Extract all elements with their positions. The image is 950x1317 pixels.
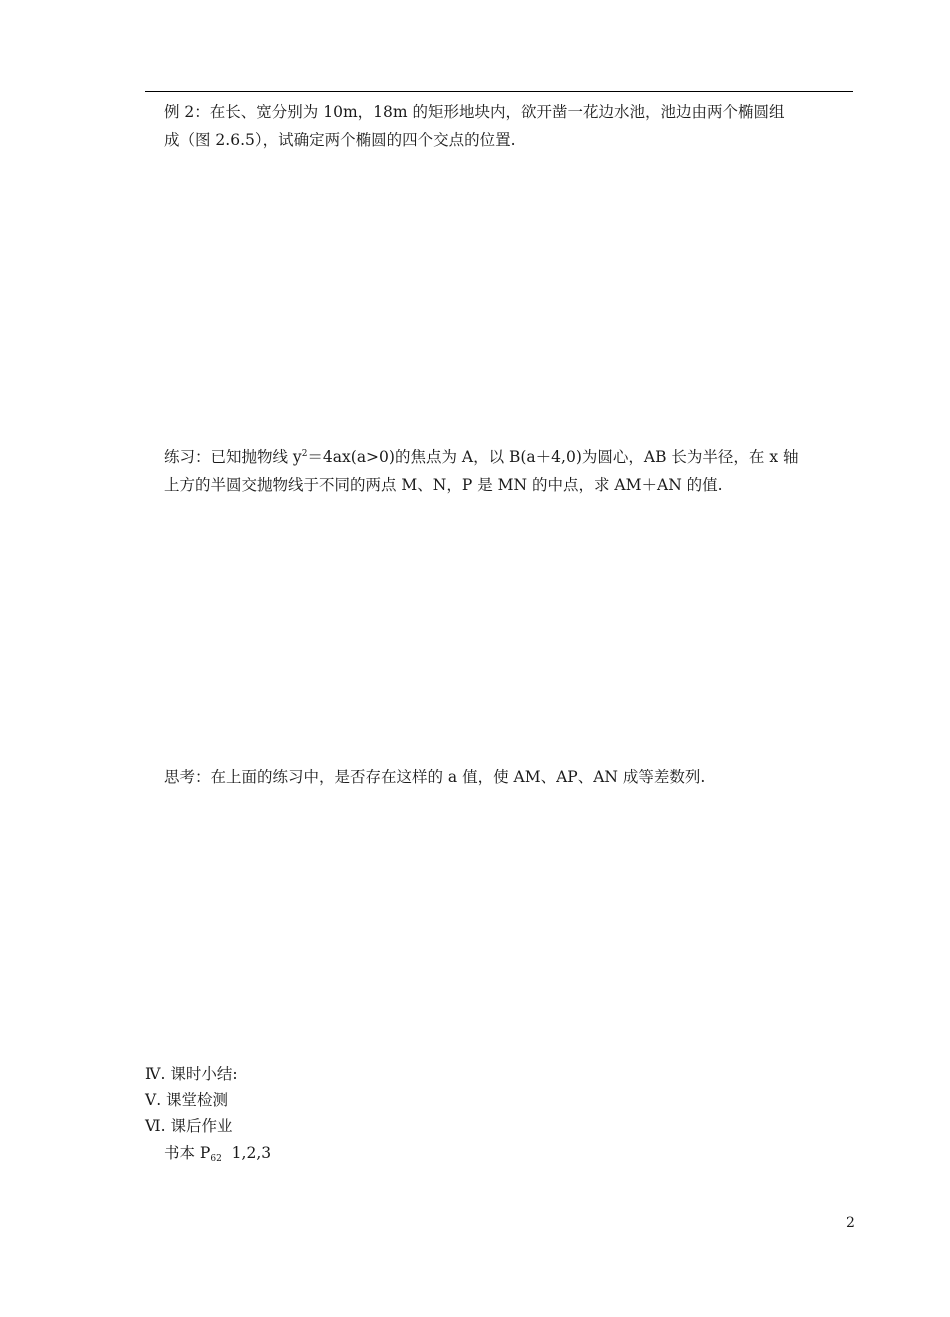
homework-problems: 1,2,3 <box>221 1144 272 1162</box>
thinking-line: 思考：在上面的练习中，是否存在这样的 a 值，使 AM、AP、AN 成等差数列. <box>164 768 706 786</box>
exercise-paragraph <box>164 443 854 499</box>
example-2-line-2: 成（图 2.6.5），试确定两个椭圆的四个交点的位置. <box>164 131 516 149</box>
exponent-superscript: 2 <box>301 449 308 459</box>
header-rule <box>145 91 853 92</box>
exercise-line-1 <box>164 443 854 471</box>
exercise-line-2: 上方的半圆交抛物线于不同的两点 M、N，P 是 MN 的中点，求 AM＋AN 的值. <box>164 476 723 494</box>
example-2-paragraph <box>164 98 854 154</box>
homework-detail <box>164 1141 271 1165</box>
page-number: 2 <box>846 1215 855 1231</box>
example-2-line-1: 例 2：在长、宽分别为 10m，18m 的矩形地块内，欲开凿一花边水池，池边由两个椭圆组 <box>164 103 785 121</box>
summary-heading: Ⅳ. 课时小结: <box>145 1065 238 1083</box>
thinking-paragraph <box>164 763 854 791</box>
homework-book: 书本 P <box>164 1144 211 1162</box>
exercise-line-1-end: ＝4ax(a>0)的焦点为 A，以 B(a＋4,0)为圆心，AB 长为半径，在 x 轴 <box>307 448 799 466</box>
classroom-test-heading: Ⅴ. 课堂检测 <box>145 1091 229 1109</box>
exercise-line-1-start: 练习：已知抛物线 y <box>164 448 302 466</box>
page-subscript: 62 <box>210 1154 222 1164</box>
homework-heading: Ⅵ. 课后作业 <box>145 1117 233 1135</box>
